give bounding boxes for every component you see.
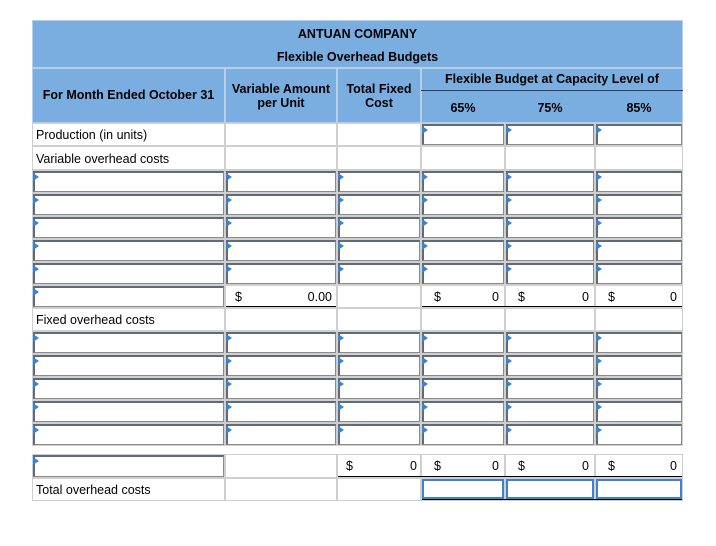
- currency-sign: $: [518, 290, 525, 304]
- flexible-budget-label: Flexible Budget at Capacity Level of: [445, 72, 659, 86]
- currency-sign: $: [608, 459, 615, 473]
- fixed-cost-total: 0: [410, 459, 417, 473]
- input-marker-icon: [422, 334, 428, 342]
- input-marker-icon: [506, 219, 512, 227]
- cost-input[interactable]: [422, 171, 504, 192]
- flexible-budget-underline: [421, 90, 683, 91]
- cost-input[interactable]: [226, 355, 336, 376]
- cost-input[interactable]: [338, 263, 420, 284]
- cost-input[interactable]: [422, 332, 504, 353]
- cost-input[interactable]: [506, 171, 594, 192]
- cost-input[interactable]: [596, 263, 682, 284]
- cost-input[interactable]: [506, 355, 594, 376]
- cost-input[interactable]: [33, 355, 224, 376]
- fixed-total-name-input[interactable]: [33, 455, 224, 477]
- variable-level-total-85%: 0: [670, 290, 677, 304]
- input-marker-icon: [33, 288, 39, 296]
- variable-overhead-label: Variable overhead costs: [36, 152, 170, 166]
- fixed-level-total-65%: 0: [492, 459, 499, 473]
- cost-input[interactable]: [338, 240, 420, 261]
- variable-level-total-65%: 0: [492, 290, 499, 304]
- total-overhead-input-75%[interactable]: [506, 479, 594, 499]
- cost-input[interactable]: [338, 171, 420, 192]
- grid-cell: [505, 146, 595, 170]
- cost-input[interactable]: [338, 332, 420, 353]
- input-marker-icon: [338, 426, 344, 434]
- input-marker-icon: [596, 242, 602, 250]
- total-underline: [422, 306, 682, 307]
- cost-input[interactable]: [596, 401, 682, 422]
- input-marker-icon: [506, 126, 512, 134]
- grid-cell: [337, 146, 421, 170]
- variable-per-unit-total: 0.00: [307, 290, 332, 304]
- input-marker-icon: [596, 357, 602, 365]
- total-overhead-input-85%[interactable]: [596, 479, 682, 499]
- cost-input[interactable]: [422, 217, 504, 238]
- input-marker-icon: [422, 380, 428, 388]
- cost-input[interactable]: [338, 378, 420, 399]
- grid-cell: [337, 478, 421, 501]
- cost-input[interactable]: [506, 332, 594, 353]
- input-marker-icon: [226, 380, 232, 388]
- cost-input[interactable]: [506, 217, 594, 238]
- input-marker-icon: [506, 173, 512, 181]
- fixed-overhead-label: Fixed overhead costs: [36, 313, 155, 327]
- input-marker-icon: [33, 403, 39, 411]
- fixed-level-total-75%: 0: [582, 459, 589, 473]
- input-marker-icon: [422, 196, 428, 204]
- input-marker-icon: [33, 357, 39, 365]
- production-label: Production (in units): [36, 128, 148, 142]
- input-marker-icon: [338, 242, 344, 250]
- input-marker-icon: [33, 219, 39, 227]
- grid-cell: [595, 308, 683, 331]
- double-underline: [422, 499, 682, 500]
- grid-cell: [505, 308, 595, 331]
- input-marker-icon: [33, 242, 39, 250]
- input-marker-icon: [226, 219, 232, 227]
- input-marker-icon: [33, 380, 39, 388]
- cost-input[interactable]: [33, 240, 224, 261]
- variable-total-name-input[interactable]: [33, 286, 224, 307]
- input-marker-icon: [506, 196, 512, 204]
- grid-cell: [225, 454, 337, 478]
- input-marker-icon: [338, 196, 344, 204]
- cost-input[interactable]: [422, 378, 504, 399]
- input-marker-icon: [338, 265, 344, 273]
- cost-input[interactable]: [596, 217, 682, 238]
- cost-input[interactable]: [596, 332, 682, 353]
- input-marker-icon: [506, 403, 512, 411]
- currency-sign: $: [346, 459, 353, 473]
- input-marker-icon: [226, 196, 232, 204]
- cost-input[interactable]: [422, 263, 504, 284]
- input-marker-icon: [226, 242, 232, 250]
- cost-input[interactable]: [422, 355, 504, 376]
- currency-sign: $: [518, 459, 525, 473]
- cost-input[interactable]: [33, 263, 224, 284]
- input-marker-icon: [226, 334, 232, 342]
- cost-input[interactable]: [338, 401, 420, 422]
- input-marker-icon: [226, 426, 232, 434]
- variable-amount-label: Variable Amount per Unit: [231, 82, 331, 110]
- input-marker-icon: [506, 265, 512, 273]
- cost-input[interactable]: [226, 401, 336, 422]
- cost-input[interactable]: [596, 171, 682, 192]
- input-marker-icon: [506, 380, 512, 388]
- cost-input[interactable]: [596, 240, 682, 261]
- cost-input[interactable]: [506, 378, 594, 399]
- input-marker-icon: [338, 380, 344, 388]
- cost-input[interactable]: [596, 194, 682, 215]
- cost-input[interactable]: [506, 424, 594, 445]
- grid-cell: [421, 146, 505, 170]
- cost-input[interactable]: [226, 171, 336, 192]
- grid-cell: [225, 123, 337, 146]
- input-marker-icon: [506, 334, 512, 342]
- input-marker-icon: [596, 265, 602, 273]
- cost-input[interactable]: [226, 263, 336, 284]
- cost-input[interactable]: [226, 378, 336, 399]
- cost-input[interactable]: [33, 378, 224, 399]
- grid-cell: [337, 285, 421, 308]
- cost-input[interactable]: [422, 424, 504, 445]
- input-marker-icon: [33, 173, 39, 181]
- cost-input[interactable]: [33, 171, 224, 192]
- input-marker-icon: [422, 173, 428, 181]
- cost-input[interactable]: [226, 424, 336, 445]
- cost-input[interactable]: [33, 424, 224, 445]
- input-marker-icon: [338, 173, 344, 181]
- input-marker-icon: [506, 357, 512, 365]
- input-marker-icon: [422, 426, 428, 434]
- cost-input[interactable]: [506, 263, 594, 284]
- cost-input[interactable]: [422, 401, 504, 422]
- total-overhead-input-65%[interactable]: [422, 479, 504, 499]
- input-marker-icon: [33, 334, 39, 342]
- cost-input[interactable]: [422, 240, 504, 261]
- cost-input[interactable]: [226, 194, 336, 215]
- cost-input[interactable]: [338, 194, 420, 215]
- input-marker-icon: [226, 173, 232, 181]
- input-marker-icon: [506, 242, 512, 250]
- input-marker-icon: [226, 403, 232, 411]
- level-85-label: 85%: [626, 101, 652, 115]
- currency-sign: $: [434, 459, 441, 473]
- input-marker-icon: [226, 265, 232, 273]
- input-marker-icon: [422, 126, 428, 134]
- company-title: ANTUAN COMPANY: [297, 27, 418, 41]
- cost-input[interactable]: [226, 332, 336, 353]
- report-subtitle: Flexible Overhead Budgets: [276, 50, 439, 64]
- cost-input[interactable]: [596, 378, 682, 399]
- cost-input[interactable]: [506, 401, 594, 422]
- currency-sign: $: [235, 290, 242, 304]
- input-marker-icon: [338, 357, 344, 365]
- input-marker-icon: [506, 426, 512, 434]
- production-input-65%[interactable]: [422, 124, 504, 145]
- cost-input[interactable]: [338, 217, 420, 238]
- grid-cell: [225, 478, 337, 501]
- grid-cell: [225, 308, 337, 331]
- input-marker-icon: [33, 265, 39, 273]
- input-marker-icon: [422, 219, 428, 227]
- cost-input[interactable]: [33, 217, 224, 238]
- fixed-level-total-85%: 0: [670, 459, 677, 473]
- cost-input[interactable]: [33, 194, 224, 215]
- input-marker-icon: [422, 357, 428, 365]
- input-marker-icon: [596, 426, 602, 434]
- currency-sign: $: [608, 290, 615, 304]
- input-marker-icon: [596, 219, 602, 227]
- grid-cell: [225, 146, 337, 170]
- input-marker-icon: [33, 196, 39, 204]
- input-marker-icon: [596, 173, 602, 181]
- cost-input[interactable]: [338, 355, 420, 376]
- production-input-75%[interactable]: [506, 124, 594, 145]
- cost-input[interactable]: [226, 240, 336, 261]
- grid-cell: [337, 123, 421, 146]
- input-marker-icon: [422, 265, 428, 273]
- input-marker-icon: [422, 242, 428, 250]
- cost-input[interactable]: [422, 194, 504, 215]
- input-marker-icon: [596, 196, 602, 204]
- input-marker-icon: [596, 380, 602, 388]
- production-input-85%[interactable]: [596, 124, 682, 145]
- input-marker-icon: [33, 426, 39, 434]
- cost-input[interactable]: [506, 194, 594, 215]
- input-marker-icon: [338, 403, 344, 411]
- input-marker-icon: [226, 357, 232, 365]
- cost-input[interactable]: [33, 332, 224, 353]
- input-marker-icon: [338, 219, 344, 227]
- cost-input[interactable]: [506, 240, 594, 261]
- input-marker-icon: [422, 403, 428, 411]
- input-marker-icon: [596, 403, 602, 411]
- cost-input[interactable]: [596, 424, 682, 445]
- input-marker-icon: [338, 334, 344, 342]
- cost-input[interactable]: [596, 355, 682, 376]
- period-label: For Month Ended October 31: [42, 88, 215, 102]
- input-marker-icon: [596, 334, 602, 342]
- variable-level-total-75%: 0: [582, 290, 589, 304]
- total-underline: [338, 476, 682, 477]
- total-fixed-label: Total Fixed Cost: [346, 82, 412, 110]
- input-marker-icon: [596, 126, 602, 134]
- cost-input[interactable]: [338, 424, 420, 445]
- grid-cell: [421, 308, 505, 331]
- cost-input[interactable]: [226, 217, 336, 238]
- total-overhead-label: Total overhead costs: [36, 483, 151, 497]
- cost-input[interactable]: [33, 401, 224, 422]
- grid-cell: [595, 146, 683, 170]
- input-marker-icon: [33, 457, 39, 465]
- level-75-label: 75%: [537, 101, 563, 115]
- grid-cell: [337, 308, 421, 331]
- total-underline: [226, 306, 336, 307]
- currency-sign: $: [434, 290, 441, 304]
- level-65-label: 65%: [450, 101, 476, 115]
